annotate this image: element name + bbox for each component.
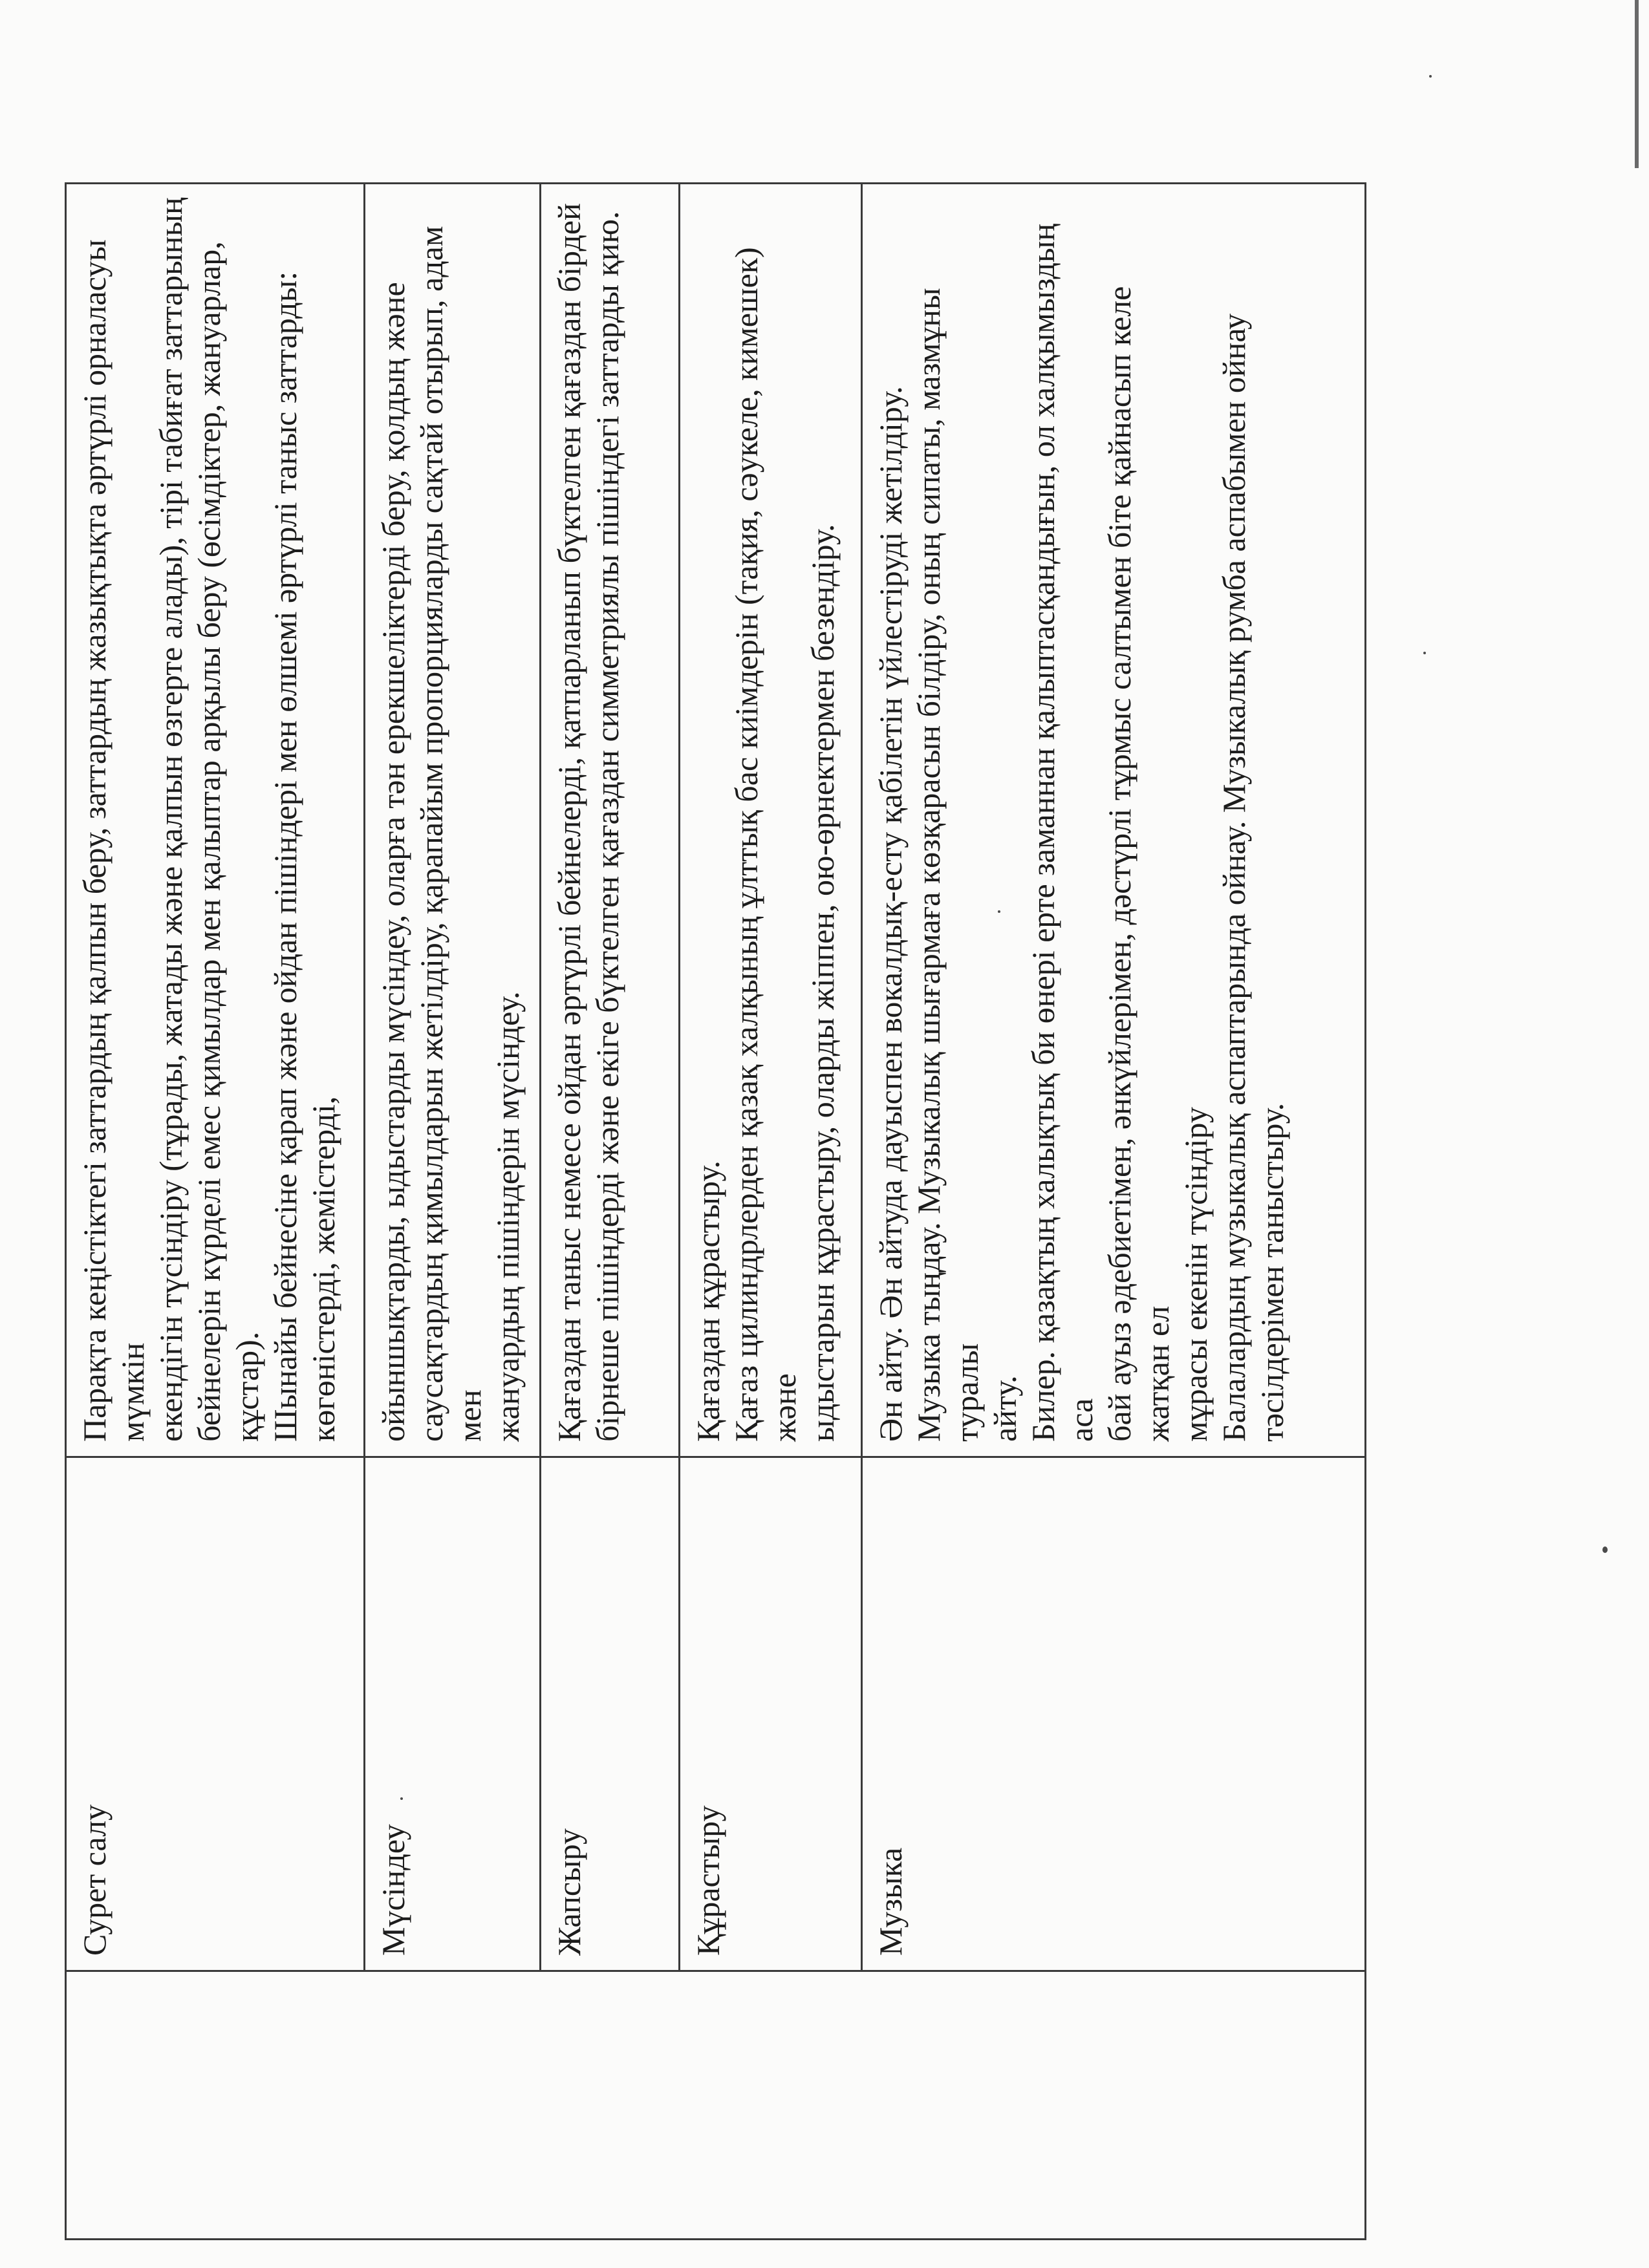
content-line: Қағаздан таныс немесе ойдан әртүрлі бейнелерді, қатпарланып бүктелген қағаздан бірдей — [551, 203, 587, 1442]
content-line: Қағаз цилиндрлерден қазақ халқының ұлттық бас киімдерін (тақия, сәукеле, кимешек) және — [728, 247, 803, 1442]
scan-speck — [1602, 1546, 1608, 1553]
blank-cell — [66, 1971, 1366, 2240]
content-line: тәсілдерімен таныстыру. — [1254, 1102, 1290, 1442]
page-edge-shadow — [1635, 0, 1639, 168]
table-row — [680, 184, 862, 2240]
content-line: бай ауыз әдебиетімен, әнкүйлерімен, дәстүрлі тұрмыс салтымен біте қайнасып келе жатқан ел — [1101, 286, 1176, 1442]
table-row — [66, 184, 365, 2240]
content-line: мұрасы екенін түсіндіру — [1178, 1107, 1214, 1442]
content-cell — [862, 184, 1366, 1457]
content-line: саусақтардың қимылдарын жетілдіру, қарапайым пропорцияларды сақтай отырып, адам мен — [413, 226, 488, 1442]
curriculum-table — [65, 182, 1366, 2240]
subject-cell — [365, 1457, 541, 1971]
content-line: Балалардың музыкалық аспаптарында ойнау. Музыкалық румба аспабымен ойнау — [1216, 313, 1252, 1442]
scan-speck — [1423, 652, 1426, 654]
subject-cell — [862, 1457, 1366, 1971]
subject-label: Жапсыру — [551, 1828, 587, 1956]
subject-cell — [541, 1457, 680, 1971]
content-cell — [680, 184, 862, 1457]
content-line: Ән айту. Ән айтуда дауыспен вокалдық-есту қабілетін үйлестіруді жетілдіру. — [872, 386, 909, 1442]
content-line: Парақта кеңістіктегі заттардың қалпын беру, заттардың жазықтықта әртүрлі орналасуы мүмкін — [76, 239, 151, 1442]
rotated-page — [65, 184, 1364, 2240]
content-line: Қағаздан құрастыру. — [690, 1161, 726, 1442]
table-row — [365, 184, 541, 2240]
content-line: ыдыстарын құрастыру, оларды жіппен, ою-өрнектермен безендіру. — [804, 524, 841, 1442]
content-line: екендігін түсіндіру (тұрады, жатады және қалпын өзгерте алады), тірі табиғат заттарының — [153, 197, 189, 1442]
subject-label: Құрастыру — [690, 1805, 726, 1956]
content-line: ойыншықтарды, ыдыстарды мүсіндеу, оларға тән ерекшеліктерді беру, қолдың және — [375, 282, 411, 1442]
content-line: бейнелерін күрделі емес қимылдар мен қалыптар арқылы беру (өсімдіктер, жануарлар, — [191, 241, 227, 1442]
subject-cell — [680, 1457, 862, 1971]
content-cell — [66, 184, 365, 1457]
content-line: бірнеше пішіндерді және екіге бүктелген қағаздан симметриялы пішіндегі заттарды қию. — [589, 211, 625, 1442]
content-cell — [541, 184, 680, 1457]
content-cell — [365, 184, 541, 1457]
scan-speck — [400, 1797, 403, 1800]
subject-cell — [66, 1457, 365, 1971]
subject-label: Сурет салу — [76, 1804, 113, 1956]
content-line: көгөністерді, жемістерді, — [305, 1096, 341, 1442]
scan-speck — [1429, 75, 1432, 78]
content-line: құстар). — [229, 1331, 265, 1442]
subject-label: Мүсіндеу — [375, 1824, 411, 1956]
content-line: Музыка тыңдау. Музыкалық шығармаға көзқарасын білдіру, оның сипаты, мазмұны туралы — [911, 288, 985, 1442]
content-line: жануардың пішіндерін мүсіндеу. — [490, 991, 526, 1442]
table-row — [862, 184, 1366, 2240]
content-line: айту. — [987, 1375, 1023, 1442]
content-line: Шынайы бейнесіне қарап және ойдан пішіндері мен өлшемі әртүрлі таныс заттарды: — [267, 271, 303, 1442]
content-line: Билер. қазақтың халықтық би өнері ерте заманнан қалыптасқандығын, ол халқымыздың аса — [1025, 223, 1099, 1442]
scan-speck — [998, 910, 1000, 913]
subject-label: Музыка — [872, 1847, 909, 1956]
table-row — [541, 184, 680, 2240]
